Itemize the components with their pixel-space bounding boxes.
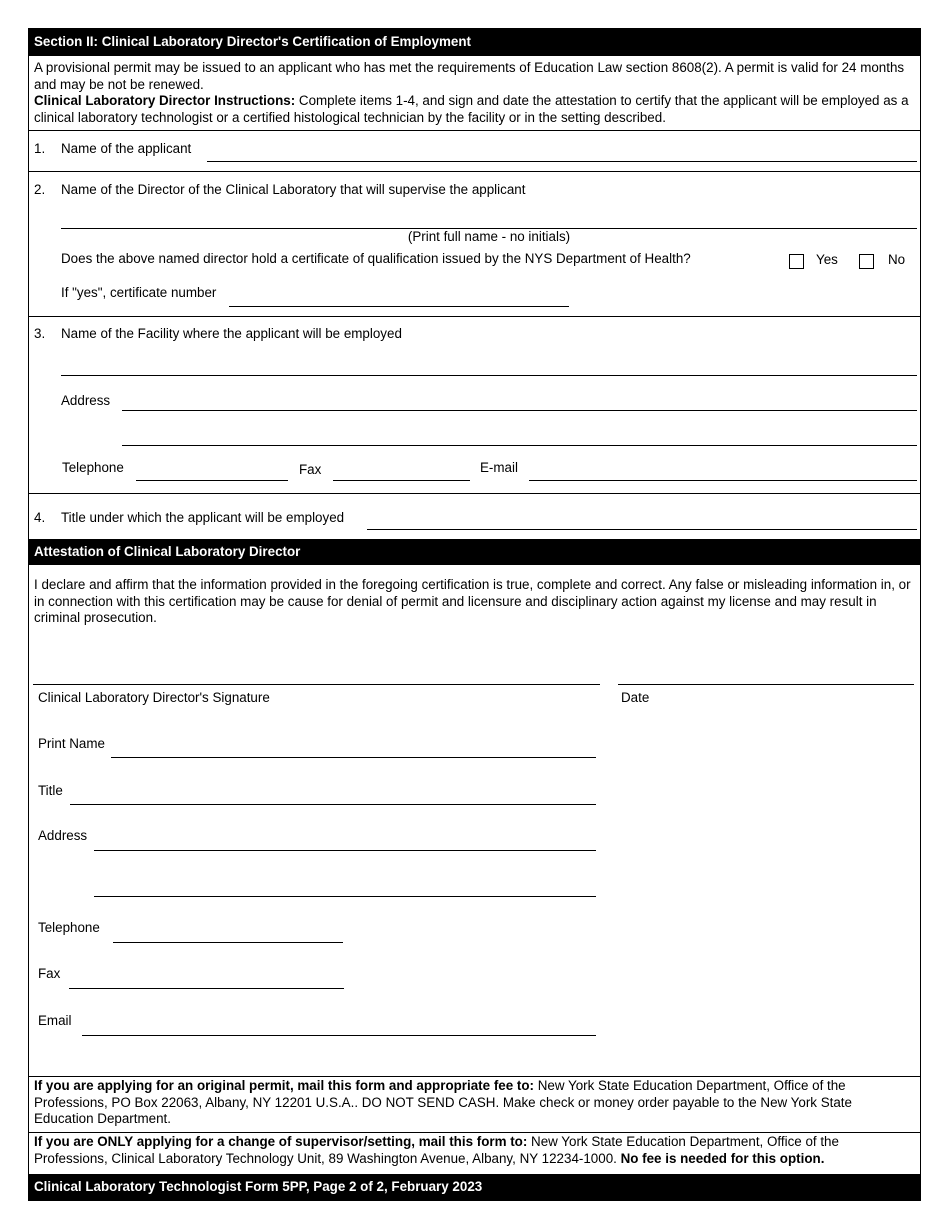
item-number: 2. [34, 182, 46, 197]
director-telephone-field[interactable] [113, 942, 343, 943]
facility-address-label: Address [61, 393, 111, 408]
facility-email-field[interactable] [529, 480, 917, 481]
signature-field[interactable] [33, 684, 600, 685]
change-supervisor-mailing [34, 1134, 914, 1167]
certificate-number-label: If "yes", certificate number [61, 285, 217, 300]
facility-fax-field[interactable] [333, 480, 470, 481]
director-address-label: Address [38, 828, 88, 843]
no-label: No [888, 252, 906, 267]
facility-name-label: Name of the Facility where the applicant will be employed [61, 326, 402, 341]
divider [29, 1076, 920, 1077]
attestation-text: I declare and affirm that the information provided in the foregoing certification is true, complete and correct. Any false or misleading information in, or in connection with this certification may be cause for denial of permit and licensure and disciplinary action against my license and may result in criminal prosecution. [34, 577, 911, 625]
item-number: 1. [34, 141, 46, 156]
form-page [28, 28, 921, 1201]
facility-email-label: E-mail [480, 460, 518, 475]
director-address-field-2[interactable] [94, 896, 596, 897]
yes-label: Yes [816, 252, 838, 267]
attestation-header: Attestation of Clinical Laboratory Director [29, 539, 920, 565]
no-fee-note: No fee is needed for this option. [620, 1150, 825, 1166]
date-field[interactable] [618, 684, 914, 685]
change-supervisor-heading: If you are ONLY applying for a change of supervisor/setting, mail this form to: [34, 1134, 528, 1149]
instructions-text: Complete items 1-4, and sign and date the attestation to certify that the applicant will be employed as a clinical laboratory technologist or a certified histological technician by the facility or in the setting described. [34, 93, 909, 125]
facility-fax-label: Fax [299, 462, 322, 477]
original-permit-heading: If you are applying for an original permit, mail this form and appropriate fee to: [34, 1078, 534, 1093]
section-header: Section II: Clinical Laboratory Director's Certification of Employment [29, 29, 920, 56]
director-fax-field[interactable] [69, 988, 344, 989]
director-email-field[interactable] [82, 1035, 596, 1036]
certificate-question: Does the above named director hold a certificate of qualification issued by the NYS Department of Health? [61, 251, 691, 266]
print-name-label: Print Name [38, 736, 105, 751]
job-title-field[interactable] [367, 529, 917, 530]
divider [29, 1132, 920, 1133]
divider [29, 316, 920, 317]
job-title-label: Title under which the applicant will be employed [61, 510, 345, 525]
facility-telephone-field[interactable] [136, 480, 288, 481]
date-label: Date [621, 690, 650, 705]
instructions-label: Clinical Laboratory Director Instructions: [34, 93, 296, 108]
original-permit-address: New York State Education Department, Office of the Professions, PO Box 22063, Albany, NY 12201 U.S.A.. DO NOT SEND CASH. Make check or money order payable to the New York State Education Department. [34, 1078, 852, 1126]
director-title-field[interactable] [70, 804, 596, 805]
director-title-label: Title [38, 783, 63, 798]
yes-checkbox[interactable] [789, 254, 804, 269]
director-address-field-1[interactable] [94, 850, 596, 851]
facility-name-field[interactable] [61, 375, 917, 376]
intro-paragraph [34, 60, 916, 126]
certificate-number-field[interactable] [229, 306, 569, 307]
divider [29, 171, 920, 172]
no-checkbox[interactable] [859, 254, 874, 269]
facility-address-field-2[interactable] [122, 445, 917, 446]
divider [29, 130, 920, 131]
facility-telephone-label: Telephone [62, 460, 124, 475]
facility-address-field-1[interactable] [122, 410, 917, 411]
original-permit-mailing [34, 1078, 914, 1128]
director-email-label: Email [38, 1013, 72, 1028]
divider [29, 493, 920, 494]
change-supervisor-address: New York State Education Department, Office of the Professions, Clinical Laboratory Technology Unit, 89 Washington Avenue, Albany, NY 12234-1000. [34, 1134, 839, 1166]
director-telephone-label: Telephone [38, 920, 100, 935]
item-number: 3. [34, 326, 46, 341]
applicant-name-field[interactable] [207, 161, 917, 162]
director-name-label: Name of the Director of the Clinical Laboratory that will supervise the applicant [61, 182, 526, 197]
print-name-field[interactable] [111, 757, 596, 758]
item-number: 4. [34, 510, 46, 525]
applicant-name-label: Name of the applicant [61, 141, 192, 156]
form-footer: Clinical Laboratory Technologist Form 5PP, Page 2 of 2, February 2023 [29, 1174, 920, 1200]
intro-text: A provisional permit may be issued to an applicant who has met the requirements of Education Law section 8608(2). A permit is valid for 24 months and may be not be renewed. [34, 60, 905, 92]
print-note: (Print full name - no initials) [407, 229, 571, 244]
director-fax-label: Fax [38, 966, 61, 981]
signature-label: Clinical Laboratory Director's Signature [38, 690, 270, 705]
